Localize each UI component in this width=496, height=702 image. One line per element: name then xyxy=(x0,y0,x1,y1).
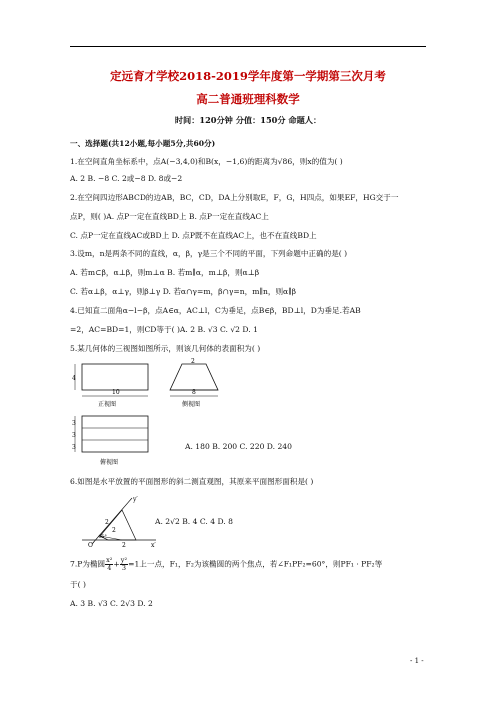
q2-line1: 2.在空间四边形ABCD的边AB，BC，CD，DA上分别取E，F，G，H四点，如果EF，HG交于一 xyxy=(70,193,399,202)
q3-line1: 3.设m，n是两条不同的直线，α，β，γ是三个不同的平面，下列命题中正确的是( ) xyxy=(70,249,348,258)
q5-options: A. 180 B. 200 C. 220 D. 240 xyxy=(185,442,292,451)
label-y-axis: y′ xyxy=(133,496,138,503)
q7-frac-x-den: 4 xyxy=(107,564,112,572)
label-x-axis: x′ xyxy=(151,542,156,549)
section-heading: 一、选择题(共12小题,每小题5分,共60分) xyxy=(70,139,216,148)
q6-stem: 6.如图是水平放置的平面图形的斜二测直观图，其原来平面图形面积是( ) xyxy=(70,477,314,486)
q5-stem: 5.某几何体的三视图如图所示，则该几何体的表面积为( ) xyxy=(70,344,261,353)
label-side-c: 2 xyxy=(122,542,126,549)
q7-line2: 于( ) xyxy=(70,580,86,589)
header-rule xyxy=(70,46,426,47)
page-title: 定远育才学校2018-2019学年度第一学期第三次月考 xyxy=(110,69,386,83)
q7-frac-y-num: y² xyxy=(120,556,128,564)
front-view xyxy=(72,364,148,408)
dim-front-height: 4 xyxy=(72,375,76,382)
q7-plus: + xyxy=(113,559,120,569)
q4-line1: 4.已知直二面角α−l−β，点A∈α，AC⊥l，C为垂足，点B∈β，BD⊥l，D为垂足.若AB xyxy=(70,306,361,315)
dim-side-width: 8 xyxy=(192,389,196,396)
q7-frac-y-den: 3 xyxy=(121,564,126,572)
front-view-label: 正视图 xyxy=(98,401,117,408)
q4-line2: =2，AC=BD=1，则CD等于( )A. 2 B. √3 C. √2 D. 1 xyxy=(70,325,258,334)
q3-line3: C. 若α⊥β，α⊥γ，则β⊥γ D. 若α∩γ=m，β∩γ=n，m∥n，则α∥β xyxy=(70,287,297,296)
top-view xyxy=(72,416,148,466)
dim-top-h3: 3 xyxy=(72,444,76,451)
q2-line2: 点P，则( )A. 点P一定在直线BD上 B. 点P一定在直线AC上 xyxy=(70,212,269,221)
q1-stem: 1.在空间直角坐标系中，点A(−3,4,0)和B(x，−1,6)的距离为√86，则x的值为( ) xyxy=(70,157,343,166)
three-view-figure xyxy=(70,358,240,470)
label-origin: O′ xyxy=(88,542,95,549)
q2-line3: C. 点P一定在直线AC或BD上 D. 点P既不在直线AC上，也不在直线BD上 xyxy=(70,231,317,240)
oblique-view-figure xyxy=(78,494,158,548)
q7-options: A. 3 B. √3 C. 2√3 D. 2 xyxy=(70,599,153,608)
label-angle: 45° xyxy=(98,534,107,540)
q7-frac-y xyxy=(120,557,128,572)
page-subtitle: 高二普通班理科数学 xyxy=(196,92,300,106)
q3-line2: A. 若m⊂β，α⊥β，则m⊥α B. 若m∥α，m⊥β，则α⊥β xyxy=(70,268,260,277)
side-view xyxy=(170,358,218,408)
dim-top-h1: 3 xyxy=(72,420,76,427)
q7-pre: 7.P为椭圆 xyxy=(70,559,106,569)
page-number: - 1 - xyxy=(410,657,424,665)
label-side-b: 2 xyxy=(112,527,116,534)
q7-frac-x-num: x² xyxy=(106,556,113,564)
side-view-label: 侧视图 xyxy=(182,401,201,408)
dim-side-top: 2 xyxy=(191,358,195,365)
dim-top-h2: 3 xyxy=(72,432,76,439)
q7-post: =1上一点，F₁，F₂为该椭圆的两个焦点，若∠F₁PF₂=60°，则PF₁ · PF₂等 xyxy=(128,559,383,569)
dim-front-width: 10 xyxy=(112,389,120,396)
label-side-a: 2 xyxy=(105,519,109,526)
q6-options: A. 2√2 B. 4 C. 4 D. 8 xyxy=(155,517,233,526)
q1-options: A. 2 B. −8 C. 2或−8 D. 8或−2 xyxy=(70,174,183,183)
top-view-label: 俯视图 xyxy=(100,459,119,466)
exam-meta: 时间：120分钟 分值：150分 命题人： xyxy=(174,115,322,125)
q7-stem xyxy=(70,557,382,572)
